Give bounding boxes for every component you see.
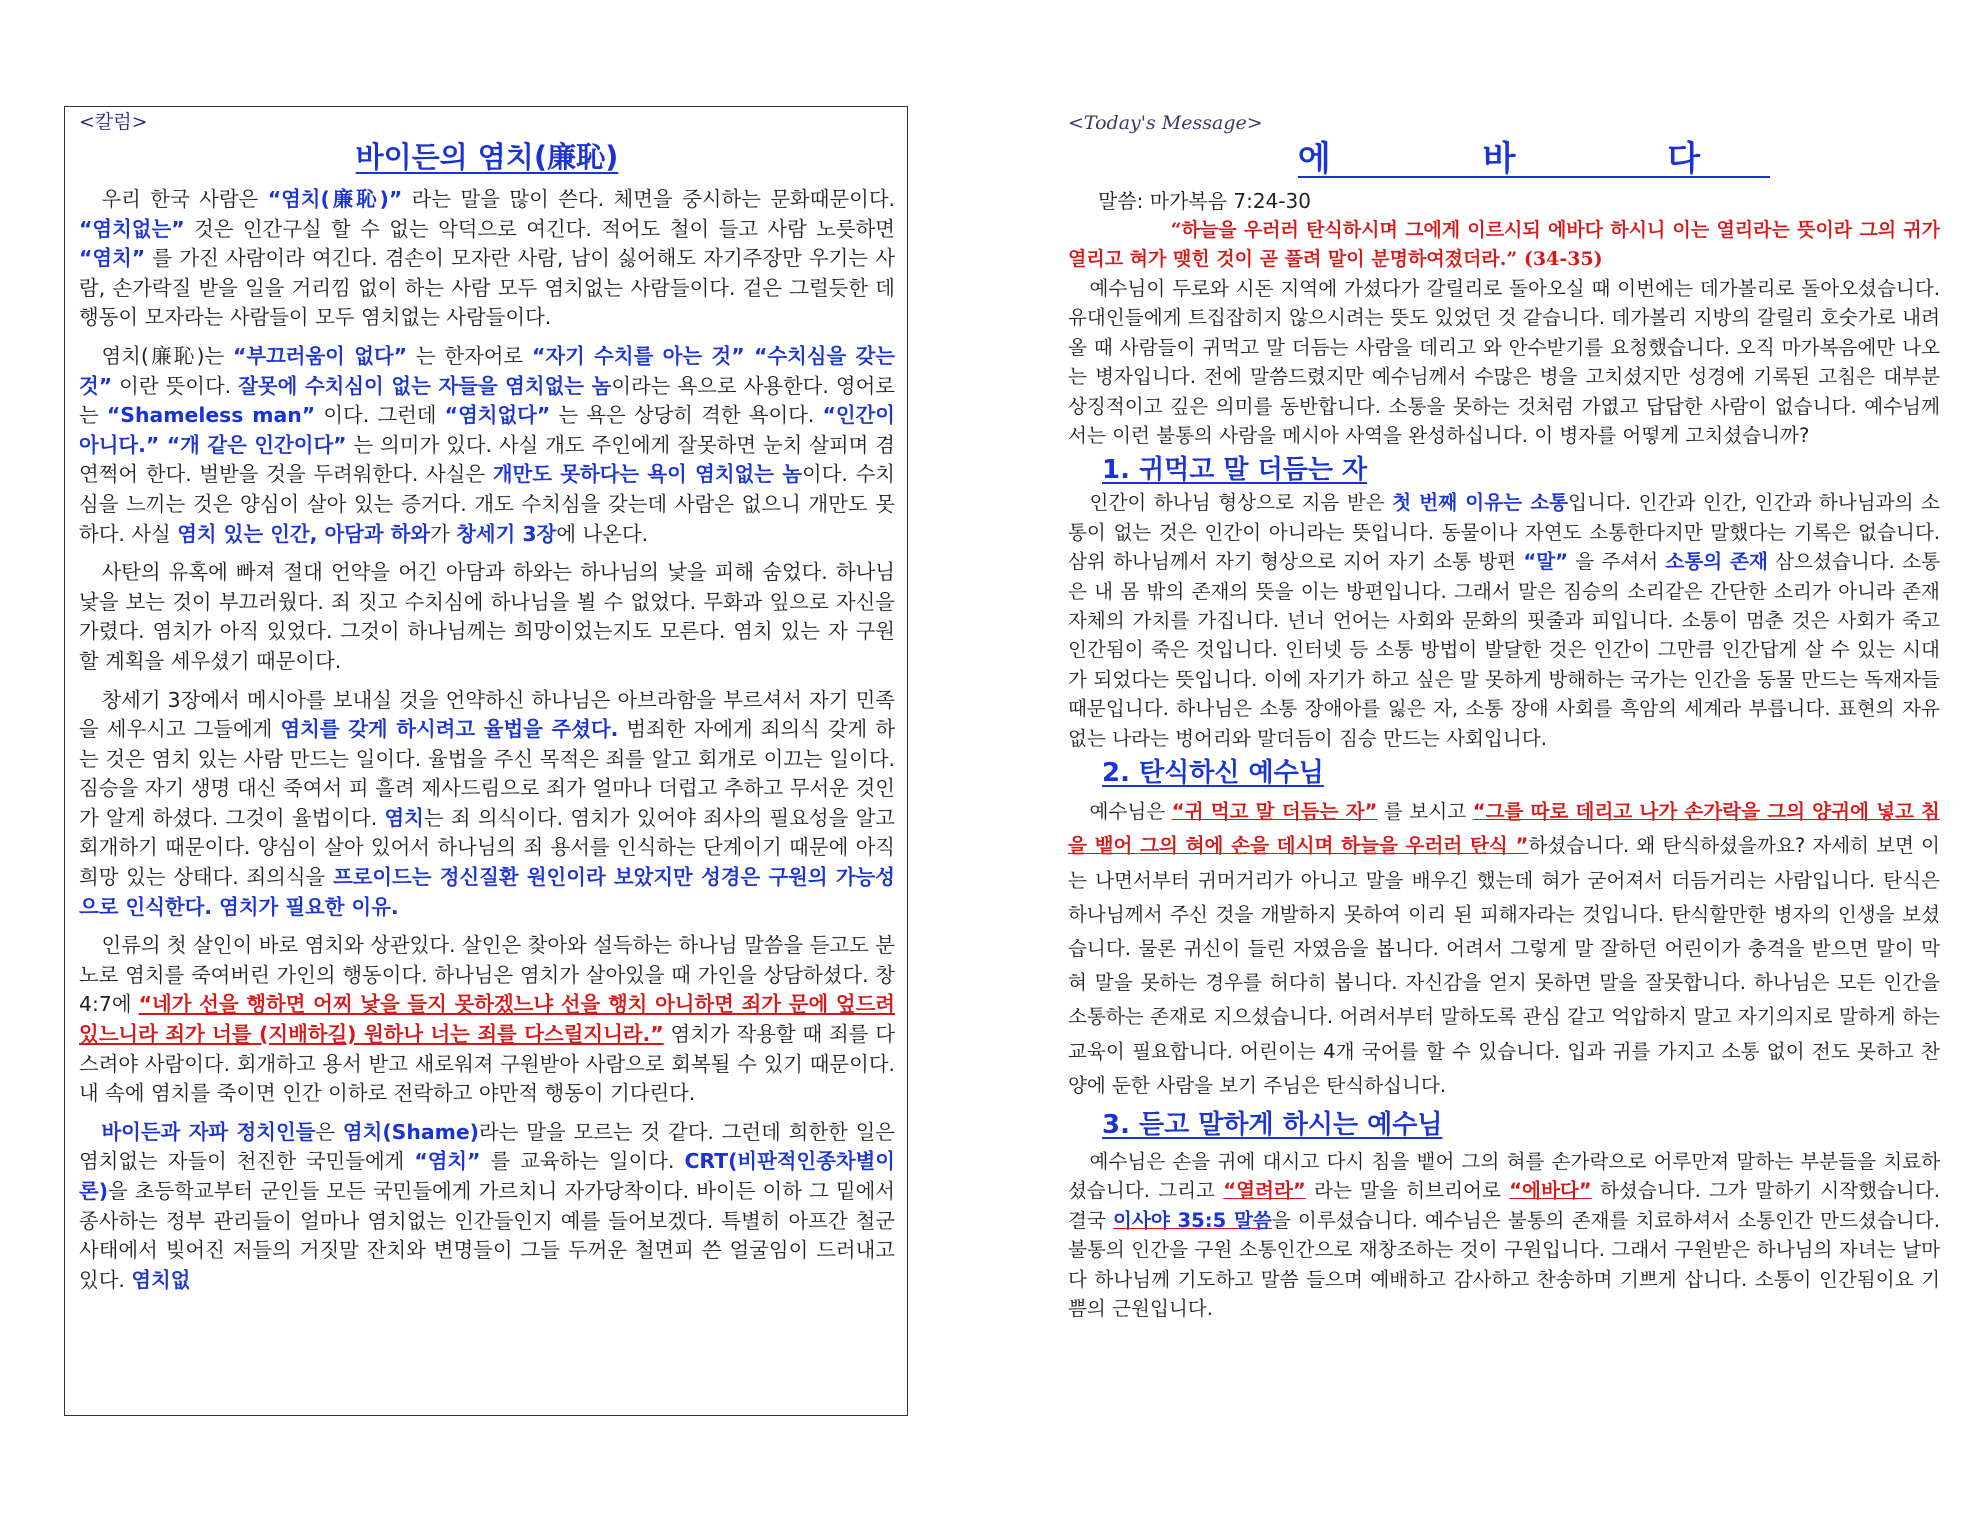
column-paragraph (79, 931, 895, 1109)
body-text: 를 보시고 (1377, 800, 1473, 824)
emphasis-text: “열려라” (1223, 1179, 1306, 1203)
emphasis-text: 염치 (384, 805, 424, 830)
section-3-paragraph (1068, 1147, 1940, 1323)
left-column-page (64, 106, 908, 1416)
body-text: 에 나온다. (556, 521, 649, 546)
emphasis-text: 염치를 갖게 하시려고 율법을 주셨다. (280, 717, 619, 742)
section-1-paragraph (1068, 488, 1940, 753)
column-paragraph (79, 185, 895, 333)
column-tag: <칼럼> (79, 111, 148, 133)
body-text: 는 한자어로 (407, 343, 532, 368)
body-text: 라는 말을 모르는 것 같다. 그런데 희한한 일은 염치없는 자들이 천진한 국민들에게 (79, 1119, 896, 1174)
body-text: 을 이루셨습니다. 예수님은 불통의 존재를 치료하셔서 소통인간 만드셨습니다. 불통의 인간을 구원 소통인간으로 재창조하는 것이 구원입니다. 그래서 구원받은 하나님의 자녀는 날마다 하나님께 기도하고 말씀 들으며 예배하고 감사하고 찬송하며 기쁘게 삽니다. 소통이 인간됨이요 기쁨의 근원입니다. (1068, 1208, 1940, 1320)
body-text: 인간이 하나님 형상으로 지음 받은 (1089, 491, 1393, 515)
body-text: 를 가진 사람이라 여긴다. 겸손이 모자란 사람, 남이 싫어해도 자기주장만 우기는 사람, 손가락질 받을 일을 거리낌 없이 하는 사람 모두 염치없는 사람들이다. 겉은 그럴듯한 데 행동이 모자라는 사람들이 모두 염치없는 사람들이다. (79, 246, 895, 330)
emphasis-text: “염치없는” (79, 216, 185, 241)
message-tag: <Today's Message> (1068, 112, 1263, 134)
column-paragraph (79, 558, 895, 676)
emphasis-text: 잘못에 수치심이 없는 자들을 염치없는 놈 (238, 373, 612, 398)
emphasis-text: “네가 선을 행하면 어찌 낯을 들지 못하겠느냐 선을 행치 아니하면 죄가 문에 엎드려 있느니라 죄가 너를 (지배하길) 원하나 너는 죄를 다스릴지니라.” (79, 992, 895, 1047)
body-text: 이다. 그런데 (315, 403, 445, 428)
scripture-reference: 말씀: 마가복음 7:24-30 (1098, 189, 1311, 213)
emphasis-text: “부끄러움이 없다” (232, 343, 408, 368)
emphasis-text: 바이든과 자파 정치인들 (101, 1119, 316, 1144)
emphasis-text: 염치(Shame) (342, 1119, 479, 1144)
body-text: 범죄한 자에게 죄의식 갖게 하는 것은 염치 있는 사람 만드는 일이다. 율법을 주신 목적은 죄를 알고 회개로 이끄는 일이다. 짐승을 자기 생명 대신 죽여서 피 흘려 제사드림으로 죄가 얼마나 더럽고 추하고 무서운 것인가 알게 하셨다. 그것이 율법이다. (79, 717, 895, 830)
body-text: 이라는 욕으로 사용한다. 영어로는 (79, 373, 895, 428)
body-text: 를 교육하는 일이다. (480, 1149, 685, 1174)
emphasis-text: “자기 수치를 아는 것” “수치심을 갖는 것” (79, 343, 896, 398)
emphasis-text: 개만도 못하다는 욕이 염치없는 놈 (492, 462, 802, 487)
emphasis-text: “염치없다” (444, 403, 551, 428)
body-text: 인류의 첫 살인이 바로 염치와 상관있다. 살인은 찾아와 설득하는 하나님 말씀을 듣고도 분노로 염치를 죽여버린 가인의 행동이다. 하나님은 염치가 살아있을 때 가인을 상담하셨다. 창 4:7에 (79, 933, 895, 1017)
body-text: 예수님은 손을 귀에 대시고 다시 침을 뱉어 그의 혀를 손가락으로 어루만져 말하는 부분들을 치료하셨습니다. 그리고 (1068, 1149, 1940, 1203)
emphasis-text: “인간이 아니다.” “개 같은 인간이다” (79, 403, 895, 457)
body-text: 을 초등학교부터 군인들 모든 국민들에게 가르치니 자가당착이다. 바이든 이하 그 밑에서 종사하는 정부 관리들이 얼마나 염치없는 인간들인지 예를 들어보겠다. 특별히 아프간 철군 사태에서 빚어진 저들의 거짓말 잔치와 변명들이 그들 두꺼운 철면피 쓴 얼굴임이 드러내고 있다. (79, 1179, 895, 1292)
body-text: 이다. 수치심을 느끼는 것은 양심이 살아 있는 증거다. 개도 수치심을 갖는데 사람은 없으니 개만도 못하다. 사실 (79, 462, 895, 546)
body-text: 예수님이 두로와 시돈 지역에 가셨다가 갈릴리로 돌아오실 때 이번에는 데가볼리로 돌아오셨습니다. 유대인들에게 트집잡히지 않으시려는 뜻도 있었던 것 같습니다. 데가볼리 지방의 갈릴리 호숫가로 내려올 때 사람들이 귀먹고 말 더듬는 사람을 데리고 와 안수받기를 요청했습니다. 오직 마가복음에만 나오는 병자입니다. 전에 말씀드렸지만 예수님께서 수많은 병을 고치셨지만 성경에 기록된 고침은 대부분 상징적이고 깊은 의미를 동반합니다. 소통을 못하는 것처럼 가엾고 답답한 사람이 없습니다. 예수님께서는 이런 불통의 사람을 메시아 사역을 완성하십니다. 이 병자를 어떻게 고치셨습니까? (1068, 277, 1940, 448)
emphasis-text: 염치없 (131, 1267, 191, 1292)
emphasis-text: CRT(비판적인종차별이론) (79, 1149, 895, 1203)
body-text: 가 (430, 521, 457, 546)
column-paragraph (79, 1118, 895, 1296)
body-text: 을 주셔서 (1568, 550, 1666, 574)
section-heading-1: 1. 귀먹고 말 더듬는 자 (1102, 455, 1368, 486)
section-2-paragraph (1068, 795, 1940, 1103)
emphasis-text: 이사야 35:5 말씀 (1113, 1208, 1272, 1232)
body-text: 사탄의 유혹에 빠져 절대 언약을 어긴 아담과 하와는 하나님의 낯을 피해 숨었다. 하나님 낯을 보는 것이 부끄러웠다. 죄 짓고 수치심에 하나님을 뵐 수 없었다. 무화과 잎으로 자신을 가렸다. 염치가 아직 있었다. 그것이 하나님께는 희망이었는지도 모른다. 염치 있는 자 구원할 계획을 세우셨기 때문이다. (79, 560, 895, 673)
right-message-page (1068, 110, 1940, 1440)
body-text: 입니다. 인간과 인간, 인간과 하나님과의 소통이 없는 것은 인간이 아니라는 뜻입니다. 동물이나 자연도 소통한다지만 말했다는 기록은 없습니다. 삼위 하나님께서 자기 형상으로 지어 자기 소통 방편 (1068, 491, 1940, 574)
emphasis-text: “귀 먹고 말 더듬는 자” (1171, 800, 1378, 824)
emphasis-text: 창세기 3장 (456, 521, 557, 546)
message-title: 에 바 다 (1297, 139, 1771, 179)
emphasis-text: “Shameless man” (106, 403, 316, 428)
emphasis-text: “말” (1523, 550, 1569, 574)
emphasis-text: “염치(廉恥)” (267, 187, 403, 211)
body-text: 라는 말을 많이 쓴다. 체면을 중시하는 문화때문이다. (402, 187, 895, 211)
column-paragraph (79, 686, 895, 923)
column-title: 바이든의 염치(廉恥) (355, 140, 619, 174)
section-heading-2: 2. 탄식하신 예수님 (1102, 758, 1324, 789)
body-text: 것은 인간구실 할 수 없는 악덕으로 여긴다. 적어도 철이 들고 사람 노릇하면 (184, 216, 895, 241)
body-text: 예수님은 (1089, 800, 1172, 824)
body-text: 는 의미가 있다. 사실 개도 주인에게 잘못하면 눈치 살피며 겸연쩍어 한다. 벌받을 것을 두려워한다. 사실은 (79, 432, 895, 487)
body-text: 는 죄 의식이다. 염치가 있어야 죄사의 필요성을 알고 회개하기 때문이다. 양심이 살아 있어서 하나님의 죄 용서를 인식하는 단계이기 때문에 아직 희망 있는 상태다. 죄의식을 (79, 805, 896, 890)
body-text: 는 욕은 상당히 격한 욕이다. (550, 403, 823, 428)
body-text: 창세기 3장에서 메시아를 보내실 것을 언약하신 하나님은 아브라함을 부르셔서 자기 민족을 세우시고 그들에게 (79, 687, 895, 742)
body-text: 이란 뜻이다. (112, 373, 239, 398)
scripture-verse (1068, 216, 1940, 274)
body-text: 라는 말을 히브리어로 (1305, 1179, 1510, 1203)
intro-paragraph (1068, 274, 1940, 450)
body-text: 염치가 작용할 때 죄를 다스려야 사람이다. 회개하고 용서 받고 새로워져 구원받아 사람으로 회복될 수 있기 때문이다. 내 속에 염치를 죽이면 인간 이하로 전락하고 야만적 행동이 기다린다. (79, 1022, 895, 1106)
body-text: “하늘을 우러러 탄식하시며 그에게 이르시되 에바다 하시니 이는 열리라는 뜻이라 그의 귀가 열리고 혀가 맺힌 것이 곧 풀려 말이 분명하여졌더라.” (34-35) (1068, 219, 1940, 270)
body-text: 하셨습니다. 왜 탄식하셨을까요? 자세히 보면 이는 나면서부터 귀머거리가 아니고 말을 배우긴 했는데 혀가 굳어져서 더듬거리는 사람입니다. 탄식은 하나님께서 주신 것을 개발하지 못하여 이리 된 피해자라는 것입니다. 탄식할만한 병자의 인생을 보셨습니다. 물론 귀신이 들린 자였음을 봅니다. 어려서 그렇게 말 잘하던 어린이가 충격을 받으면 말이 막혀 말을 못하는 경우를 허다히 봅니다. 자신감을 얻지 못하면 말을 잘못합니다. 하나님은 모든 인간을 소통하는 존재로 지으셨습니다. 어려서부터 말하도록 관심 같고 억압하지 말고 자기의지로 말하게 하는 교육이 필요합니다. 어린이는 4개 국어를 할 수 있습니다. 입과 귀를 가지고 소통 없이 전도 못하고 찬양에 둔한 사람을 보기 주님은 탄식하십니다. (1068, 834, 1940, 1097)
body-text: 은 (315, 1119, 343, 1144)
body-text: 염치(廉恥)는 (101, 343, 233, 368)
emphasis-text: 염치 있는 인간, 아담과 하와 (177, 521, 431, 546)
emphasis-text: “그를 따로 데리고 나가 손가락을 그의 양귀에 넣고 침을 뱉어 그의 혀에 손을 데시며 하늘을 우러러 탄식 ” (1068, 800, 1940, 858)
emphasis-text: “염치” (414, 1149, 481, 1174)
column-paragraph (79, 342, 895, 549)
body-text: 하셨습니다. 그가 말하기 시작했습니다. 결국 (1068, 1179, 1940, 1232)
emphasis-text: 소통의 존재 (1665, 550, 1768, 574)
emphasis-text: “염치” (79, 246, 146, 271)
emphasis-text: 첫 번째 이유는 소통 (1392, 491, 1569, 515)
emphasis-text: 프로이드는 정신질환 원인이라 보았지만 성경은 구원의 가능성으로 인식한다. 염치가 필요한 이유. (79, 865, 895, 919)
emphasis-text: “에바다” (1509, 1179, 1592, 1203)
body-text: 우리 한국 사람은 (101, 187, 268, 211)
section-heading-3: 3. 듣고 말하게 하시는 예수님 (1102, 1109, 1443, 1140)
body-text: 삼으셨습니다. 소통은 내 몸 밖의 존재의 뜻을 이는 방편입니다. 그래서 말은 짐승의 소리같은 간단한 소리가 아니라 존재 자체의 가치를 가집니다. 넌너 언어는 사회와 문화의 핏줄과 피입니다. 소통이 멈춘 것은 사회가 죽고 인간됨이 죽은 것입니다. 인터넷 등 소통 방법이 발달한 것은 인간이 그만큼 인간답게 살 수 있는 시대가 되었다는 뜻입니다. 이에 자기가 하고 싶은 말 못하게 방해하는 국가는 인간을 동물 만드는 독재자들 때문입니다. 하나님은 소통 장애아를 잃은 자, 소통 장애 사회를 흑암의 세계라 부릅니다. 표현의 자유 없는 나라는 벙어리와 말더듬이 짐승 만드는 사회입니다. (1068, 550, 1940, 750)
